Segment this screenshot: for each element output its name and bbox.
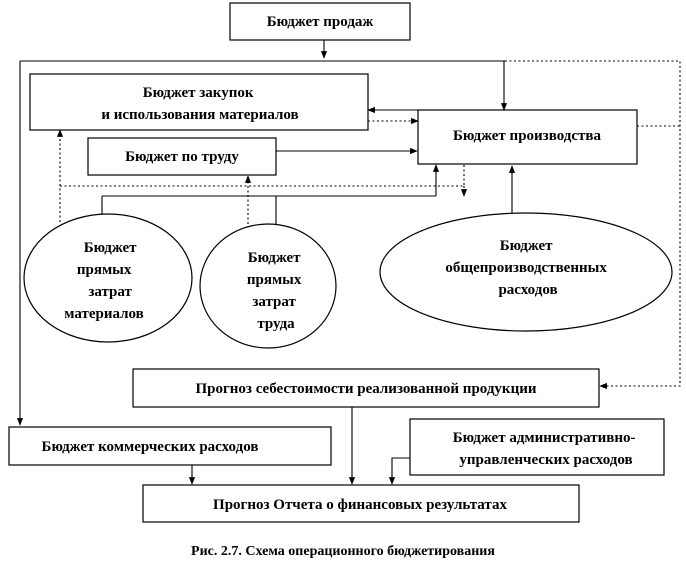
sales-budget-label: Бюджет продаж [266, 14, 374, 30]
cogs-forecast-label: Прогноз себестоимости реализованной продукции [195, 381, 537, 397]
selling-expenses-label: Бюджет коммерческих расходов [41, 439, 259, 455]
admin-expenses-label: Бюджет административно- управленческих расходов [452, 430, 636, 468]
labor-budget-label: Бюджет по труду [125, 149, 239, 165]
direct-labor-label: Бюджет прямых затрат труда [246, 250, 302, 332]
direct-materials-ellipse [24, 214, 192, 342]
connector-admin-to-income [392, 458, 410, 484]
figure-caption: Рис. 2.7. Схема операционного бюджетирования [191, 544, 495, 559]
production-budget-label: Бюджет производства [452, 128, 602, 144]
purchases-budget-label: Бюджет закупок и использования материалов [101, 85, 299, 123]
overhead-label: Бюджет общепроизводственных расходов [445, 238, 607, 298]
income-statement-forecast-label: Прогноз Отчета о финансовых результатах [213, 497, 507, 513]
direct-materials-label: Бюджет прямых затрат материалов [64, 240, 144, 322]
